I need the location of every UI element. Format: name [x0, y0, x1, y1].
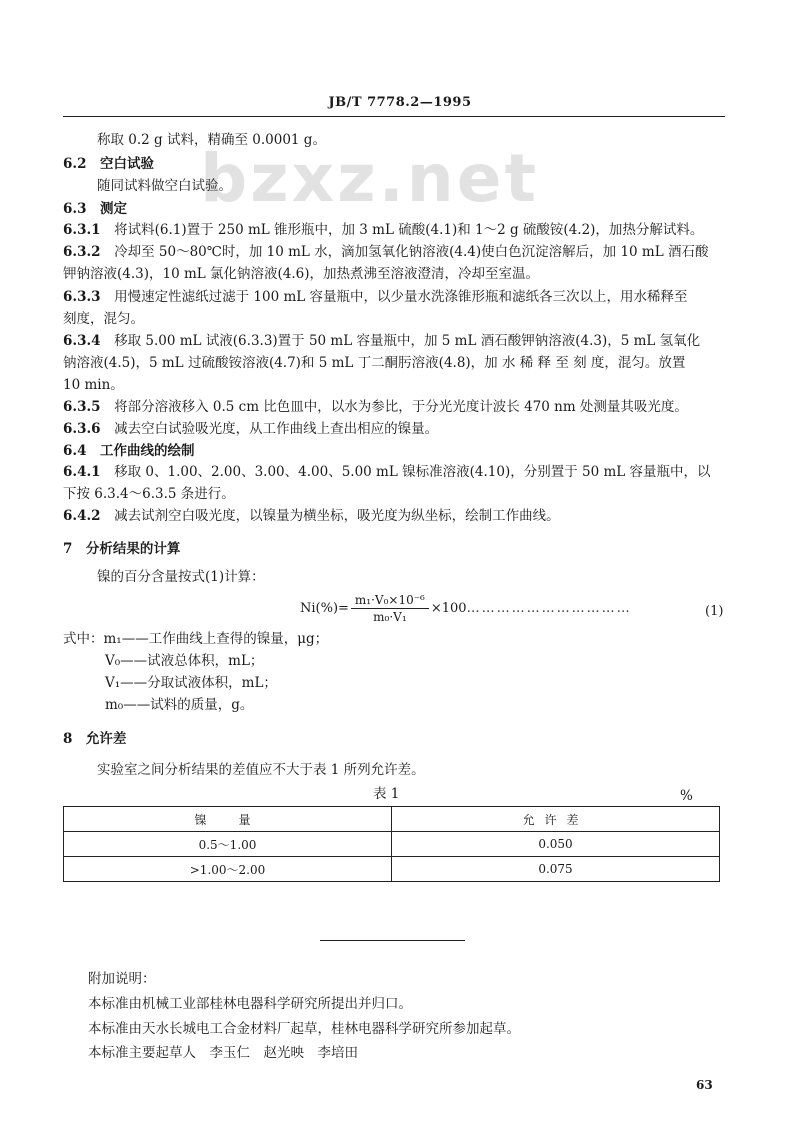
table-header-row [64, 807, 720, 832]
clause-number: 6.3.6 [63, 421, 101, 437]
clause-text: 将试料(6.1)置于 250 mL 锥形瓶中，加 3 mL 硫酸(4.1)和 1～2 g 硫酸铵(4.2)，加热分解试料。 [114, 222, 704, 238]
formula-fraction [351, 592, 429, 625]
clause-6-3-2-cont: 钾钠溶液(4.3)，10 mL 氯化钠溶液(4.6)，加热煮沸至溶液澄清，冷却至室温。 [63, 266, 540, 282]
clause-6-3-3-cont: 刻度，混匀。 [63, 311, 144, 327]
clause-6-4-2 [63, 507, 560, 525]
section-title: 测定 [100, 201, 127, 217]
table-unit: % [680, 788, 693, 804]
note-line-3: 本标准主要起草人 李玉仁 赵光映 李培田 [88, 1045, 358, 1061]
clause-6-3-5 [63, 398, 688, 416]
clause-text: 移取 0、1.00、2.00、3.00、4.00、5.00 mL 镍标准溶液(4.10)，分别置于 50 mL 容量瓶中，以 [114, 464, 711, 480]
clause-number: 6.3.1 [63, 222, 101, 238]
table-cell: 0.075 [392, 857, 720, 882]
clause-text: 将部分溶液移入 0.5 cm 比色皿中，以水为参比，于分光光度计波长 470 nm 处测量其吸光度。 [114, 399, 688, 415]
note-title: 附加说明： [88, 971, 156, 987]
where-m1: 式中：m₁——工作曲线上查得的镍量，μg； [63, 631, 329, 647]
clause-6-3-6 [63, 420, 438, 438]
clause-text: 移取 5.00 mL 试液(6.3.3)置于 50 mL 容量瓶中，加 5 mL 酒石酸钾钠溶液(4.3)，5 mL 氢氧化 [114, 333, 701, 349]
clause-number: 6.3.4 [63, 333, 101, 349]
section-title: 分析结果的计算 [85, 541, 181, 557]
clause-6-3-1 [63, 221, 703, 239]
weigh-line: 称取 0.2 g 试料，精确至 0.0001 g。 [97, 132, 326, 148]
section-title: 工作曲线的绘制 [100, 443, 195, 459]
note-line-1: 本标准由机械工业部桂林电器科学研究所提出并归口。 [88, 996, 412, 1012]
tolerance-table [63, 806, 720, 882]
clause-6-4-1 [63, 463, 711, 481]
separator-rule [320, 940, 465, 941]
formula-leader: …………………………… [466, 601, 632, 616]
section-7-body: 镍的百分含量按式(1)计算： [97, 569, 265, 585]
formula-denominator: m₀·V₁ [373, 610, 407, 624]
formula-lhs: Ni(%)= [300, 601, 349, 616]
clause-text: 减去试剂空白吸光度，以镍量为横坐标，吸光度为纵坐标，绘制工作曲线。 [114, 508, 560, 524]
section-number: 6.3 [63, 201, 87, 217]
clause-number: 6.4.2 [63, 508, 101, 524]
clause-text: 冷却至 50～80℃时，加 10 mL 水，滴加氢氧化钠溶液(4.4)使白色沉淀溶解后，加 10 mL 酒石酸 [114, 244, 709, 260]
table-cell: 0.050 [392, 832, 720, 857]
section-number: 6.4 [63, 443, 87, 459]
clause-6-3-4 [63, 332, 700, 350]
formula-factor: ×100 [430, 601, 467, 616]
clause-6-3-2 [63, 243, 708, 261]
clause-6-3-4-cont2: 10 min。 [63, 377, 124, 393]
clause-text: 用慢速定性滤纸过滤于 100 mL 容量瓶中，以少量水洗涤锥形瓶和滤纸各三次以上，用水稀释至 [114, 289, 688, 305]
watermark: bzxz.net [200, 140, 540, 217]
table-header-cell: 镍 量 [64, 807, 392, 832]
document-header: JB/T 7778.2—1995 [328, 95, 472, 110]
table-caption: 表 1 [373, 786, 400, 802]
clause-text: 减去空白试验吸光度，从工作曲线上查出相应的镍量。 [114, 421, 439, 437]
table-row [64, 857, 720, 882]
section-8 [63, 730, 126, 748]
equation-number: (1) [705, 604, 724, 619]
section-6-3 [63, 200, 127, 218]
section-title: 允许差 [85, 731, 127, 747]
page-number: 63 [696, 1078, 713, 1092]
where-m0: m₀——试料的质量，g。 [105, 697, 254, 713]
clause-number: 6.3.2 [63, 244, 101, 260]
formula-1 [300, 592, 632, 625]
formula-numerator: m₁·V₀×10⁻⁶ [351, 592, 429, 609]
section-7 [63, 540, 180, 558]
section-6-4 [63, 442, 195, 460]
section-number: 6.2 [63, 156, 87, 172]
note-line-2: 本标准由天水长城电工合金材料厂起草，桂林电器科学研究所参加起草。 [88, 1021, 520, 1037]
table-cell: 0.5～1.00 [64, 832, 392, 857]
section-6-2-body: 随同试料做空白试验。 [97, 178, 232, 194]
section-number: 8 [63, 731, 73, 747]
table-header-cell: 允许差 [392, 807, 720, 832]
where-v0: V₀——试液总体积，mL； [105, 653, 264, 669]
where-v1: V₁——分取试液体积，mL； [105, 675, 277, 691]
section-8-body: 实验室之间分析结果的差值应不大于表 1 所列允许差。 [97, 762, 425, 778]
header-rule [63, 116, 725, 117]
clause-number: 6.4.1 [63, 464, 101, 480]
clause-number: 6.3.3 [63, 289, 101, 305]
section-6-2 [63, 155, 154, 173]
clause-number: 6.3.5 [63, 399, 101, 415]
table-cell: >1.00～2.00 [64, 857, 392, 882]
section-title: 空白试验 [100, 156, 154, 172]
clause-6-4-1-cont: 下按 6.3.4～6.3.5 条进行。 [63, 486, 235, 502]
clause-6-3-3 [63, 288, 688, 306]
clause-6-3-4-cont: 钠溶液(4.5)，5 mL 过硫酸铵溶液(4.7)和 5 mL 丁二酮肟溶液(4.8)，加 水 稀 释 至 刻 度，混匀。放置 [63, 355, 686, 371]
section-number: 7 [63, 541, 73, 557]
table-row [64, 832, 720, 857]
